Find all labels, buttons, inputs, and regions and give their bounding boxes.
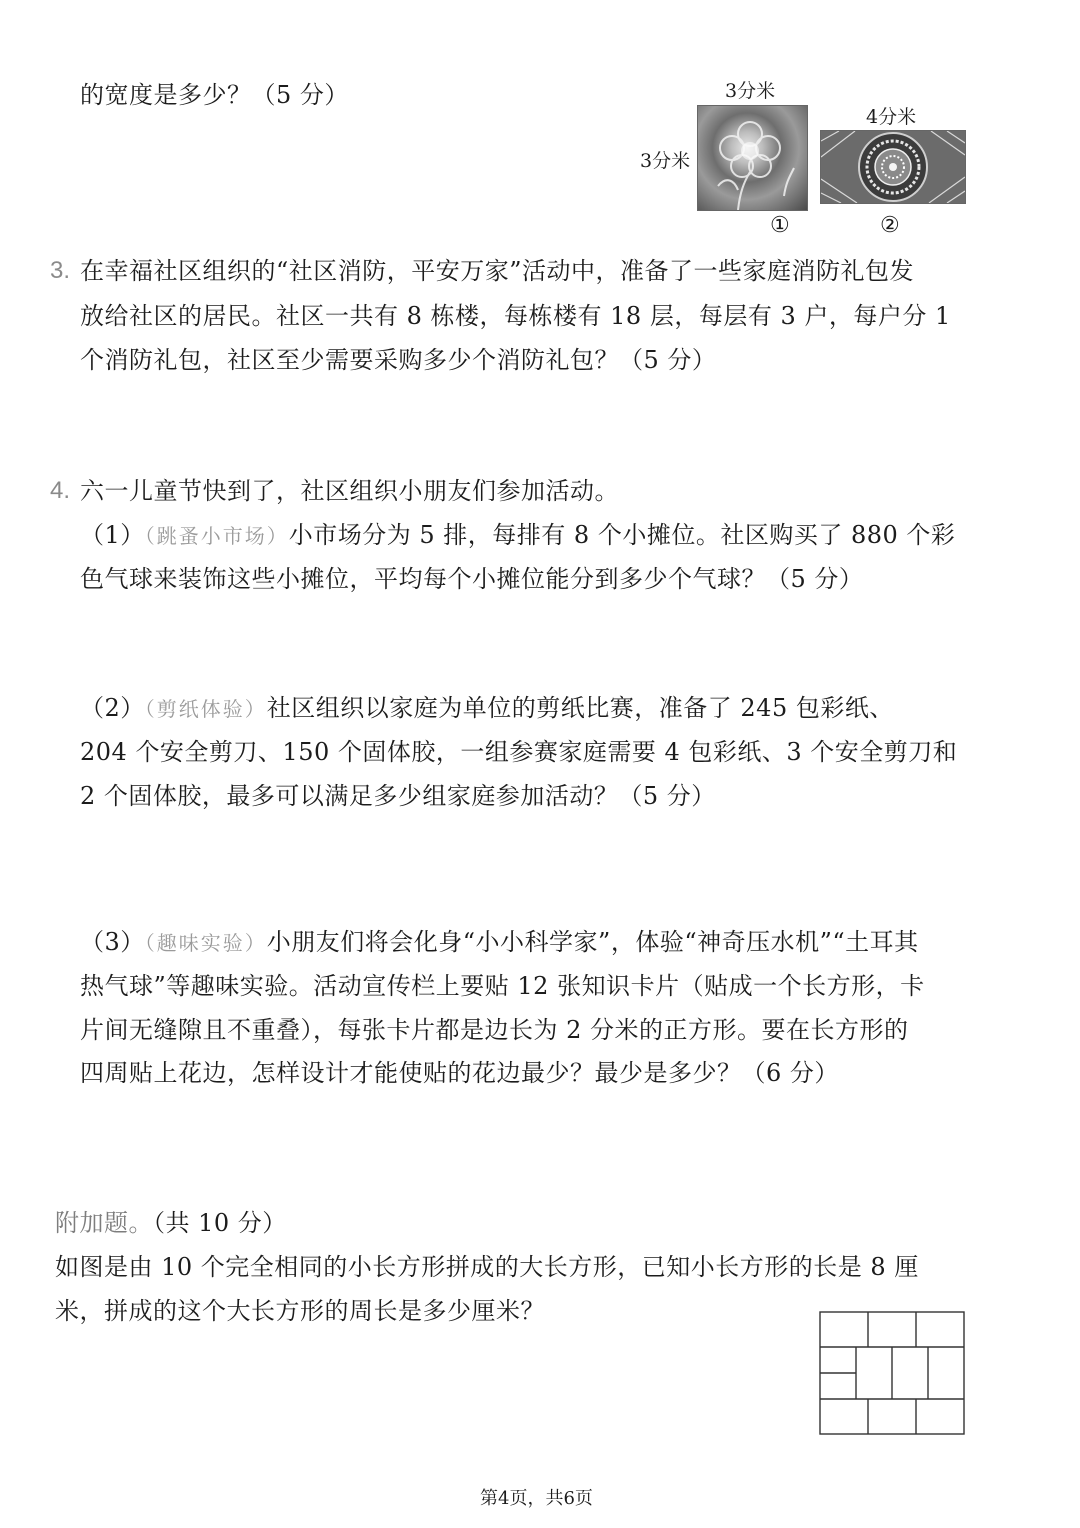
q4-sub1-text-1: 小市场分为 5 排，每排有 8 个小摊位。社区购买了 880 个彩 xyxy=(288,521,956,549)
q3-line-1: 在幸福社区组织的“社区消防，平安万家”活动中，准备了一些家庭消防礼包发 xyxy=(80,257,915,285)
q4-sub2-line-3: 2 个固体胶，最多可以满足多少组家庭参加活动？（5 分） xyxy=(80,782,716,810)
bonus-heading-label: 附加题。 xyxy=(55,1209,153,1237)
q4-sub3-line-3: 片间无缝隙且不重叠），每张卡片都是边长为 2 分米的正方形。要在长方形的 xyxy=(80,1016,909,1044)
q3-number: 3. xyxy=(50,257,71,284)
bonus-heading xyxy=(55,1208,287,1238)
bonus-score: （共 10 分） xyxy=(153,1209,287,1237)
fig2-mandala-picture xyxy=(820,130,966,204)
q4-sub3-index: （3） xyxy=(80,928,145,956)
q4-sub1-line-2: 色气球来装饰这些小摊位，平均每个小摊位能分到多少个气球？（5 分） xyxy=(80,565,864,593)
bonus-rectangle-figure xyxy=(818,1310,966,1436)
q4-sub2-line-2: 204 个安全剪刀、150 个固体胶，一组参赛家庭需要 4 包彩纸、3 个安全剪刀和 xyxy=(80,738,958,766)
q4-sub1-line-1 xyxy=(80,520,955,551)
q4-sub3-line-2: 热气球”等趣味实验。活动宣传栏上要贴 12 张知识卡片（贴成一个长方形，卡 xyxy=(80,972,925,1000)
q4-sub1-tag: （跳蚤小市场） xyxy=(144,524,289,548)
fig1-side-label: 3分米 xyxy=(640,150,691,172)
q4-sub3-line-4: 四周贴上花边，怎样设计才能使贴的花边最少？最少是多少？（6 分） xyxy=(80,1059,839,1087)
page-number: 第4页，共6页 xyxy=(480,1488,593,1509)
q3-line-3: 个消防礼包，社区至少需要采购多少个消防礼包？（5 分） xyxy=(80,346,717,374)
bonus-line-1: 如图是由 10 个完全相同的小长方形拼成的大长方形，已知小长方形的长是 8 厘 xyxy=(55,1253,919,1281)
q4-number: 4. xyxy=(50,477,71,504)
q4-sub3-line-1 xyxy=(80,927,919,958)
fig2-top-label: 4分米 xyxy=(866,106,917,128)
q4-sub3-tag: （趣味实验） xyxy=(144,931,267,955)
q4-intro: 六一儿童节快到了，社区组织小朋友们参加活动。 xyxy=(80,477,619,505)
q3-line-2: 放给社区的居民。社区一共有 8 栋楼，每栋楼有 18 层，每层有 3 户，每户分 1 xyxy=(80,302,951,330)
q4-sub3-text-1: 小朋友们将会化身“小小科学家”，体验“神奇压水机”“土耳其 xyxy=(266,928,919,956)
q4-sub2-tag: （剪纸体验） xyxy=(144,697,267,721)
q4-sub2-text-1: 社区组织以家庭为单位的剪纸比赛，准备了 245 包彩纸、 xyxy=(266,694,894,722)
q4-sub1-index: （1） xyxy=(80,521,145,549)
q2-tail-text: 的宽度是多少？（5 分） xyxy=(80,81,349,109)
q4-sub2-line-1 xyxy=(80,693,894,724)
fig1-marker: ① xyxy=(770,213,790,238)
bonus-line-2: 米，拼成的这个大长方形的周长是多少厘米？ xyxy=(55,1297,545,1325)
fig2-marker: ② xyxy=(880,213,900,238)
q4-sub2-index: （2） xyxy=(80,694,145,722)
fig1-flower-picture xyxy=(697,105,808,211)
fig1-top-label: 3分米 xyxy=(725,80,776,102)
